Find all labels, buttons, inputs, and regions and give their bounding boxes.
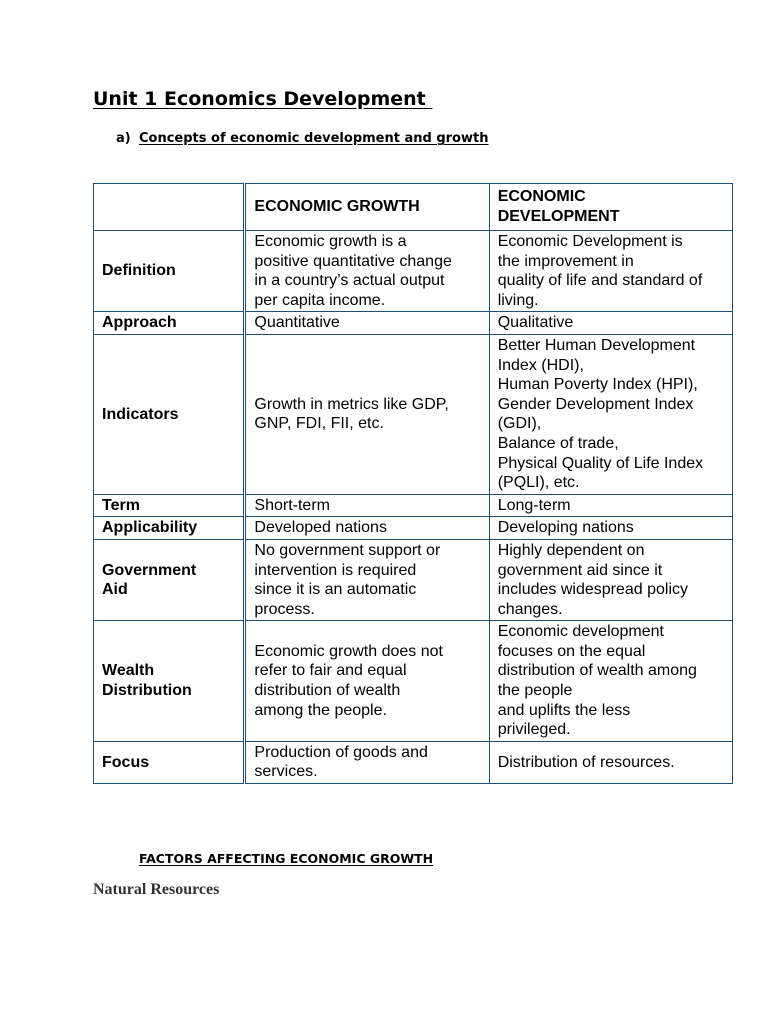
cell-text-line: Long-term [497,496,571,514]
cell-text-line: and uplifts the less [497,701,631,719]
cell-text-line: government aid since it [497,561,663,579]
cell-text-line: changes. [497,600,563,618]
cell-text-line: (PQLI), etc. [497,474,580,492]
growth-cell [245,621,489,742]
cell-text-line: includes widespread policy [497,581,689,599]
row-label-cell [94,231,245,312]
growth-cell [245,312,489,335]
table-row [94,494,733,517]
development-cell [489,312,732,335]
cell-text-line: Focus [102,753,150,771]
cell-text-line: living. [497,291,539,309]
cell-text-line: among the people. [254,701,387,719]
comparison-table [93,183,733,784]
growth-cell [245,517,489,540]
cell-text-line: Developing nations [497,519,634,537]
table-row [94,741,733,783]
cell-text-line: quality of life and standard of [497,272,703,290]
growth-cell [245,539,489,620]
section-marker: a) [116,131,131,146]
cell-text-line: Gender Development Index [497,395,694,413]
table-header-row [94,184,733,231]
table-row [94,312,733,335]
development-cell [489,741,732,783]
cell-text-line: Distribution of resources. [497,753,675,771]
cell-text-line: services. [254,763,318,781]
cell-text-line: Index (HDI), [497,356,584,374]
cell-text-line: Economic development [497,623,664,641]
development-cell [489,539,732,620]
growth-cell [245,741,489,783]
development-cell [489,494,732,517]
cell-text-line: process. [254,600,315,618]
cell-text-line: distribution of wealth [254,682,401,700]
cell-text-line: Economic growth is a [254,233,407,250]
cell-text-line: since it is an automatic [254,581,417,599]
cell-text-line: Term [102,496,140,514]
cell-text-line: Government [102,561,197,579]
cell-text-line: in a country’s actual output [254,272,445,290]
cell-text-line: focuses on the equal [497,642,646,660]
cell-text-line: the improvement in [497,252,634,270]
cell-text-line: privileged. [497,721,571,739]
cell-text-line: (GDI), [497,415,542,433]
cell-text-line: GNP, FDI, FII, etc. [254,415,384,433]
section-heading [116,131,488,146]
development-cell [489,517,732,540]
cell-text-line: Human Poverty Index (HPI), [497,376,698,394]
cell-text-line: Distribution [102,682,192,700]
table-row [94,621,733,742]
natural-resources-heading: Natural Resources [93,881,220,898]
cell-text-line: Short-term [254,496,330,514]
cell-text-line: Production of goods and [254,743,428,761]
cell-text-line: Growth in metrics like GDP, [254,395,449,413]
row-label-cell [94,741,245,783]
table-row [94,231,733,312]
row-label-cell [94,621,245,742]
cell-text-line: Definition [102,262,176,280]
row-label-cell [94,517,245,540]
factors-heading: FACTORS AFFECTING ECONOMIC GROWTH [139,851,434,866]
header-cell-economic-growth: ECONOMIC GROWTH [245,184,489,231]
cell-text-line: Balance of trade, [497,434,619,452]
cell-text-line: refer to fair and equal [254,662,407,680]
cell-text-line: Developed nations [254,519,387,537]
document-title: Unit 1 Economics Development [93,88,433,110]
header-line: DEVELOPMENT [497,208,620,225]
header-cell-empty [94,184,245,231]
cell-text-line: Physical Quality of Life Index [497,454,704,472]
table-row [94,517,733,540]
cell-text-line: Economic growth does not [254,642,443,660]
cell-text-line: intervention is required [254,561,417,579]
cell-text-line: No government support or [254,541,441,559]
cell-text-line: Aid [102,581,128,599]
section-title: Concepts of economic development and growth [139,131,489,146]
header-line: ECONOMIC [497,188,586,206]
cell-text-line: Economic Development is [497,233,683,250]
cell-text-line: positive quantitative change [254,252,452,270]
cell-text-line: Wealth [102,662,155,680]
cell-text-line: Better Human Development [497,336,696,354]
development-cell [489,334,732,494]
development-cell [489,231,732,312]
cell-text-line: per capita income. [254,291,386,309]
table-row [94,539,733,620]
row-label-cell [94,334,245,494]
cell-text-line: Qualitative [497,314,574,332]
cell-text-line: Approach [102,314,177,332]
cell-text-line: Applicability [102,519,198,537]
growth-cell [245,494,489,517]
cell-text-line: Highly dependent on [497,541,645,559]
cell-text-line: Quantitative [254,314,340,332]
growth-cell [245,231,489,312]
growth-cell [245,334,489,494]
header-cell-economic-development [489,184,732,231]
development-cell [489,621,732,742]
cell-text-line: distribution of wealth among [497,662,697,680]
cell-text-line: the people [497,682,573,700]
table-row [94,334,733,494]
cell-text-line: Indicators [102,405,179,423]
row-label-cell [94,312,245,335]
row-label-cell [94,539,245,620]
row-label-cell [94,494,245,517]
